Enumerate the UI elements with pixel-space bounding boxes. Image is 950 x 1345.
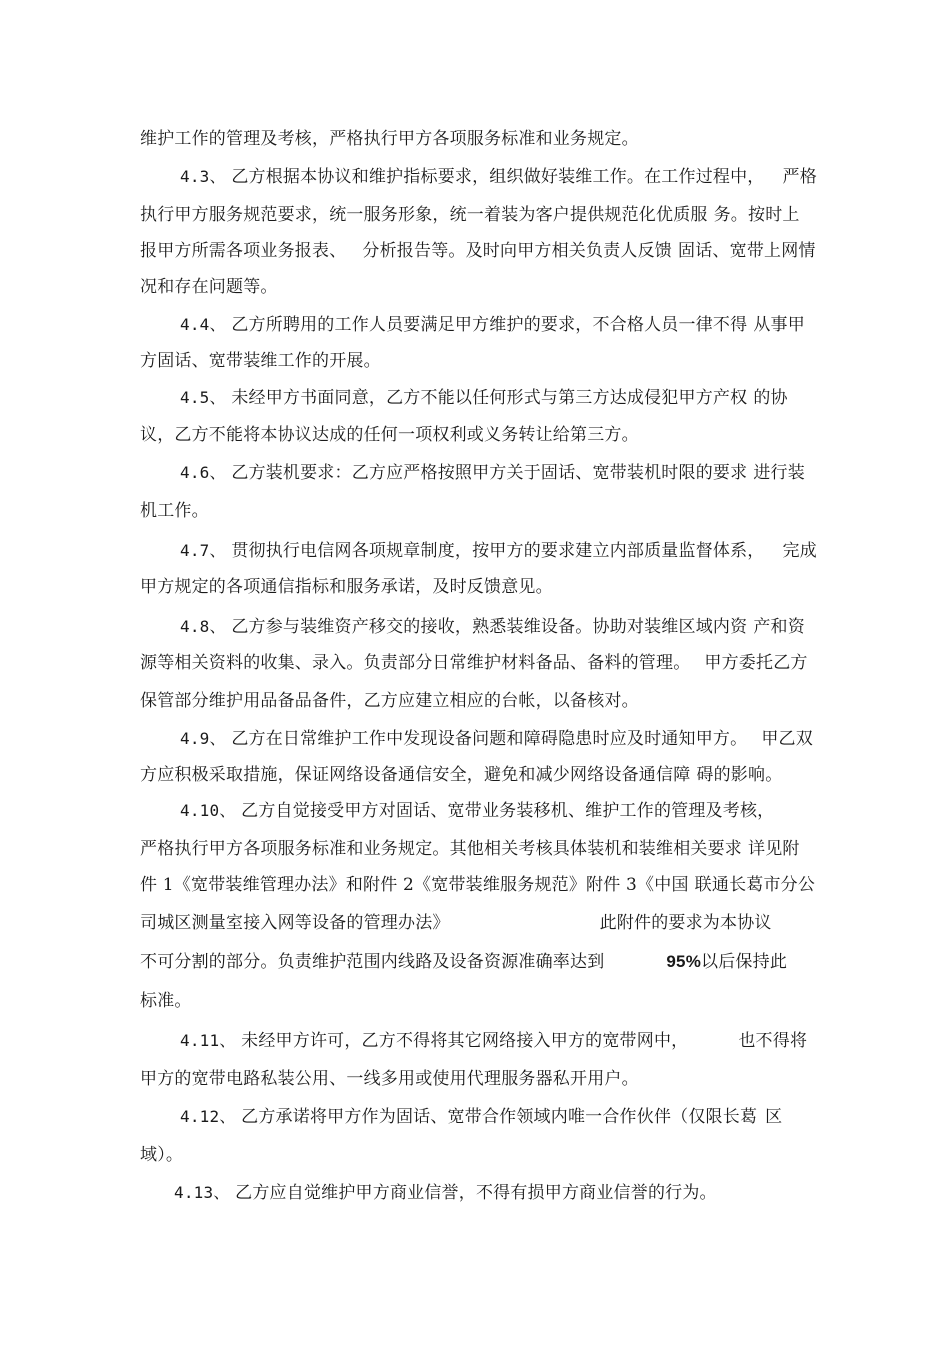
clause-4-8-line-1: 4.8、 乙方参与装维资产移交的接收，熟悉装维设备。协助对装维区域内资 产和资 xyxy=(180,617,805,637)
clause-4-8-line-3: 保管部分维护用品备品备件，乙方应建立相应的台帐，以备核对。 xyxy=(140,691,639,711)
clause-number: 4.12、 xyxy=(180,1107,236,1126)
clause-number: 4.3、 xyxy=(180,167,226,186)
clause-4-3-line-1: 4.3、 乙方根据本协议和维护指标要求，组织做好装维工作。在工作过程中， 严格 xyxy=(180,167,817,187)
percent-value: 95% xyxy=(666,952,702,971)
clause-number: 4.5、 xyxy=(180,388,226,407)
clause-4-5-line-1: 4.5、 未经甲方书面同意，乙方不能以任何形式与第三方达成侵犯甲方产权 的协 xyxy=(180,388,788,408)
clause-4-13-line-1: 4.13、 乙方应自觉维护甲方商业信誉，不得有损甲方商业信誉的行为。 xyxy=(174,1183,717,1203)
clause-4-10-line-2: 严格执行甲方各项服务标准和业务规定。其他相关考核具体装机和装维相关要求 详见附 xyxy=(140,839,800,859)
clause-number: 4.6、 xyxy=(180,463,226,482)
clause-number: 4.9、 xyxy=(180,729,226,748)
clause-4-4-line-1: 4.4、 乙方所聘用的工作人员要满足甲方维护的要求，不合格人员一律不得 从事甲 xyxy=(180,315,805,335)
clause-4-3-line-3: 报甲方所需各项业务报表、 分析报告等。及时向甲方相关负责人反馈 固话、宽带上网情 xyxy=(140,241,816,261)
clause-number: 4.11、 xyxy=(180,1031,236,1050)
clause-number: 4.7、 xyxy=(180,541,226,560)
clause-number: 4.4、 xyxy=(180,315,226,334)
clause-4-10-line-5: 不可分割的部分。负责维护范围内线路及设备资源准确率达到 95%以后保持此 xyxy=(140,952,788,972)
clause-4-11-line-1: 4.11、 未经甲方许可，乙方不得将其它网络接入甲方的宽带网中， 也不得将 xyxy=(180,1031,808,1051)
clause-number: 4.8、 xyxy=(180,617,226,636)
clause-4-6-line-1: 4.6、 乙方装机要求：乙方应严格按照甲方关于固话、宽带装机时限的要求 进行装 xyxy=(180,463,805,483)
clause-4-11-line-2: 甲方的宽带电路私装公用、一线多用或使用代理服务器私开用户。 xyxy=(140,1069,639,1089)
clause-4-10-line-1: 4.10、 乙方自觉接受甲方对固话、宽带业务装移机、维护工作的管理及考核， xyxy=(180,801,775,821)
clause-number: 4.10、 xyxy=(180,801,236,820)
clause-4-6-line-2: 机工作。 xyxy=(140,501,209,521)
paragraph-line: 维护工作的管理及考核，严格执行甲方各项服务标准和业务规定。 xyxy=(140,129,639,149)
clause-4-10-line-4: 司城区测量室接入网等设备的管理办法》 此附件的要求为本协议 xyxy=(140,913,772,933)
clause-4-7-line-2: 甲方规定的各项通信指标和服务承诺，及时反馈意见。 xyxy=(140,577,553,597)
clause-4-3-line-4: 况和存在问题等。 xyxy=(140,277,278,297)
clause-4-5-line-2: 议，乙方不能将本协议达成的任何一项权利或义务转让给第三方。 xyxy=(140,425,639,445)
clause-4-9-line-1: 4.9、 乙方在日常维护工作中发现设备问题和障碍隐患时应及时通知甲方。 甲乙双 xyxy=(180,729,813,749)
clause-4-9-line-2: 方应积极采取措施，保证网络设备通信安全，避免和减少网络设备通信障 碍的影响。 xyxy=(140,765,783,785)
clause-4-8-line-2: 源等相关资料的收集、录入。负责部分日常维护材料备品、备料的管理。 甲方委托乙方 xyxy=(140,653,808,673)
clause-4-12-line-1: 4.12、 乙方承诺将甲方作为固话、宽带合作领域内唯一合作伙伴（仅限长葛 区 xyxy=(180,1107,783,1127)
clause-number: 4.13、 xyxy=(174,1183,230,1202)
clause-4-4-line-2: 方固话、宽带装维工作的开展。 xyxy=(140,351,381,371)
clause-4-7-line-1: 4.7、 贯彻执行电信网各项规章制度，按甲方的要求建立内部质量监督体系， 完成 xyxy=(180,541,817,561)
clause-4-10-line-6: 标准。 xyxy=(140,991,192,1011)
clause-4-3-line-2: 执行甲方服务规范要求，统一服务形象，统一着装为客户提供规范化优质服 务。按时上 xyxy=(140,205,800,225)
clause-4-10-line-3: 件 1《宽带装维管理办法》和附件 2《宽带装维服务规范》附件 3《中国 联通长葛市分公 xyxy=(140,875,816,895)
clause-4-12-line-2: 域）。 xyxy=(140,1145,184,1165)
